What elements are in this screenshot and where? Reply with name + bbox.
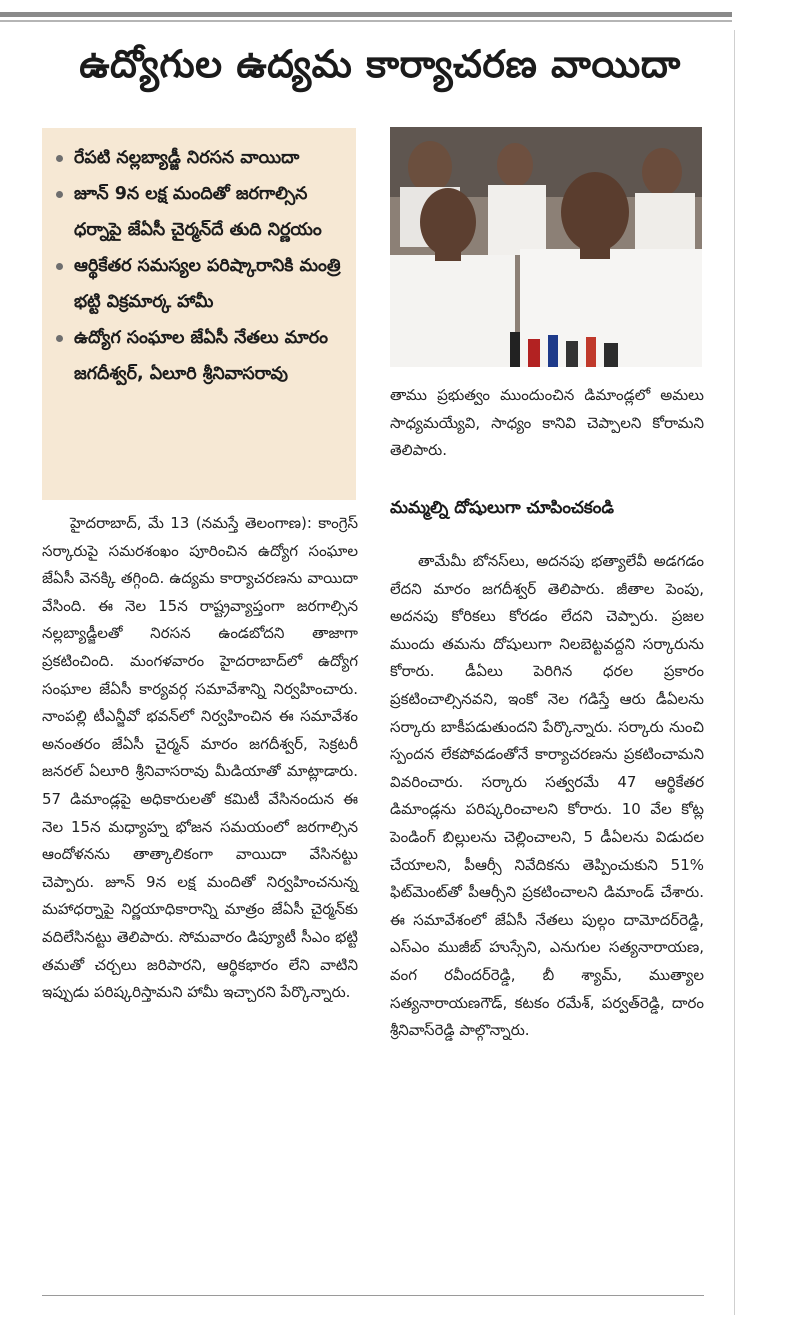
left-column-body [42,510,358,1007]
highlight-item: ఉద్యోగ సంఘాల జేఏసీ నేతలు మారం జగదీశ్వర్, ఏలూరి శ్రీనివాసరావు [52,320,348,392]
highlight-item: రేపటి నల్లబ్యాడ్జీ నిరసన వాయిదా [52,140,348,176]
right-paragraph-1: తాము ప్రభుత్వం ముందుంచిన డిమాండ్లలో అమలు సాధ్యమయ్యేవి, సాధ్యం కానివి చెప్పాలని కోరామని తెలిపారు. [390,386,704,460]
highlights-box [42,128,356,500]
right-column-body [390,548,704,1045]
press-photo-illustration [390,127,702,367]
left-paragraph: హైదరాబాద్, మే 13 (నమస్తే తెలంగాణ): కాంగ్రెస్ సర్కారుపై సమరశంఖం పూరించిన ఉద్యోగ సంఘాల జేఏసీ వెనక్కి తగ్గింది. ఉద్యమ కార్యాచరణను వాయిదా వేసింది. ఈ నెల 15న రాష్ట్రవ్యాప్తంగా జరగాల్సిన నల్లబ్యాడ్జీలతో నిరసన ఉండబోదని తాజాగా ప్రకటించింది. మంగళవారం హైదరాబాద్‌లో ఉద్యోగ సంఘాల జేఏసీ కార్యవర్గ సమావేశాన్ని నిర్వహించారు. నాంపల్లి టీఎన్జీవో భవన్‌లో నిర్వహించిన ఈ సమావేశం అనంతరం జేఏసీ చైర్మన్ మారం జగదీశ్వర్, సెక్రటరీ జనరల్ ఏలూరి శ్రీనివాసరావు మీడియాతో మాట్లాడారు. 57 డిమాండ్లపై అధికారులతో కమిటీ వేసినందున ఈ నెల 15న మధ్యాహ్న భోజన సమయంలో జరగాల్సిన ఆందోళనను తాత్కాలికంగా వాయిదా వేసినట్టు చెప్పారు. జూన్ 9న లక్ష మందితో నిర్వహించనున్న మహాధర్నాపై నిర్ణయాధికారాన్ని మాత్రం జేఏసీ చైర్మన్‌కు వదిలేసినట్టు తెలిపారు. సోమవారం డిప్యూటీ సీఎం భట్టి తమతో చర్చలు జరిపారని, ఆర్థికభారం లేని వాటిని ఇప్పుడు పరిష్కరిస్తామని హామీ ఇచ్చారని పేర్కొన్నారు. [42,514,358,1002]
subheading: మమ్మల్ని దోషులుగా చూపించకండి [390,498,614,518]
highlight-item: జూన్ 9న లక్ష మందితో జరగాల్సిన ధర్నాపై జేఏసీ చైర్మన్‌దే తుది నిర్ణయం [52,176,348,248]
bottom-rule [42,1295,704,1296]
right-paragraph-2: తామేమీ బోనస్‌లు, అదనపు భత్యాలేవీ అడగడం లేదని మారం జగదీశ్వర్ తెలిపారు. జీతాల పెంపు, అదనపు కోరికలు కోరడం లేదని చెప్పారు. ప్రజల ముందు తమను దోషులుగా నిలబెట్టవద్దని సర్కారును కోరారు. డీఏలు పెరిగిన ధరల ప్రకారం ప్రకటించాల్సినవని, ఇంకో నెల గడిస్తే ఆరు డీఏలను సర్కారు బాకీపడుతుందని పేర్కొన్నారు. సర్కారు నుంచి స్పందన లేకపోవడంతోనే కార్యాచరణను ప్రకటించామని వివరించారు. సర్కారు సత్వరమే 47 ఆర్థికేతర డిమాండ్లను పరిష్కరించాలని కోరారు. 10 వేల కోట్ల పెండింగ్ బిల్లులను చెల్లించాలని, 5 డీఏలను విడుదల చేయాలని, పీఆర్సీ నివేదికను తెప్పించుకుని 51% ఫిట్‌మెంట్‌తో పీఆర్సీని ప్రకటించాలని డిమాండ్ చేశారు. ఈ సమావేశంలో జేఏసీ నేతలు పుల్గం దామోదర్‌రెడ్డి, ఎస్‌ఎం ముజీబ్ హుస్సేని, ఎనుగుల సత్యనారాయణ, వంగ రవీందర్‌రెడ్డి, బీ శ్యామ్, ముత్యాల సత్యనారాయణగౌడ్, కటకం రమేశ్, పర్వత్‌రెడ్డి, దారం శ్రీనివాస్‌రెడ్డి పాల్గొన్నారు. [390,552,704,1040]
top-rule [0,12,732,17]
right-column-top [390,382,704,465]
headline: ఉద్యోగుల ఉద్యమ కార్యాచరణ వాయిదా [79,42,681,86]
top-rule-thin [0,20,732,22]
highlight-item: ఆర్థికేతర సమస్యల పరిష్కారానికి మంత్రి భట్టి విక్రమార్క హామీ [52,248,348,320]
press-photo [390,127,702,367]
